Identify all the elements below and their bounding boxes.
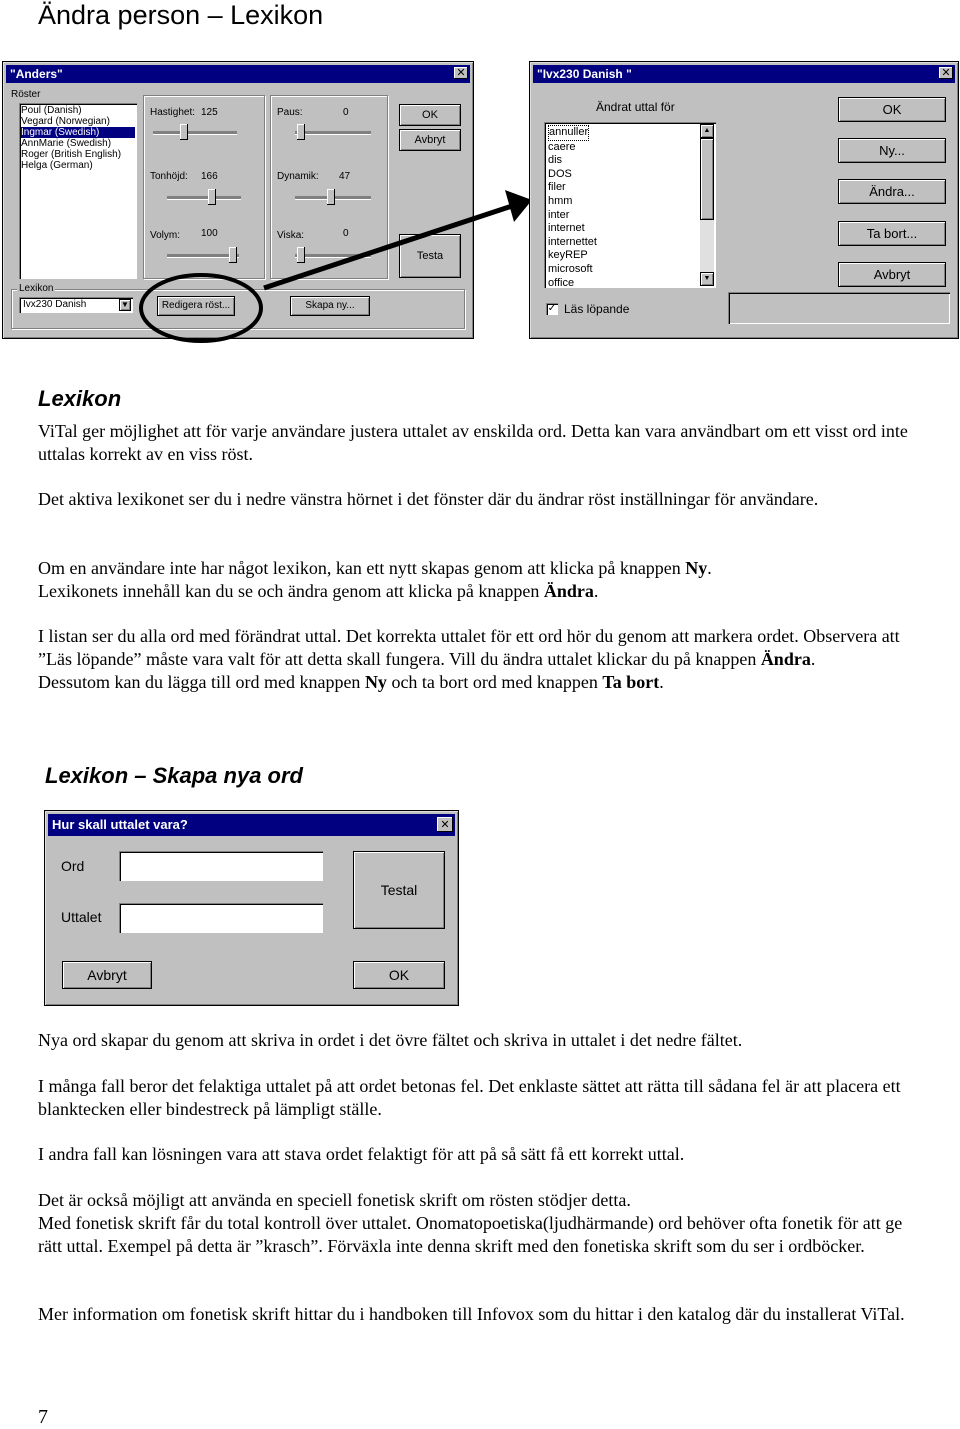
speed-value: 125	[201, 107, 218, 118]
list-item[interactable]: office	[548, 276, 575, 289]
continuous-reading-label: Läs löpande	[564, 302, 630, 316]
voices-label: Röster	[11, 89, 41, 100]
word-input[interactable]	[119, 851, 323, 881]
dynamics-label: Dynamik:	[277, 171, 319, 182]
list-item[interactable]: Helga (German)	[21, 160, 93, 171]
list-item[interactable]: Vegard (Norwegian)	[21, 116, 110, 127]
list-item[interactable]: AnnMarie (Swedish)	[21, 138, 112, 149]
dialog-title: "Ivx230 Danish "	[537, 67, 632, 81]
lexicon-dialog	[529, 61, 959, 339]
list-item[interactable]: internet	[548, 222, 585, 235]
test-button[interactable]: Testa	[399, 234, 461, 278]
paragraph: ViTal ger möjlighet att för varje användare justera uttalet av enskilda ord. Detta kan vara användbart om ett visst ord inte uttalas korrekt av en viss röst.	[38, 421, 908, 464]
scrollbar-thumb[interactable]	[700, 138, 714, 220]
volume-value: 100	[201, 228, 218, 239]
pause-value: 0	[343, 107, 349, 118]
bold-run: Ändra	[760, 649, 811, 669]
scroll-up-icon[interactable]: ▲	[700, 124, 714, 138]
text-run: Dessutom kan du lägga till ord med knappen	[38, 672, 365, 692]
create-new-button[interactable]: Skapa ny...	[290, 296, 370, 316]
speed-label: Hastighet:	[150, 107, 196, 118]
text-run: .	[810, 649, 816, 669]
paragraph: I andra fall kan lösningen vara att stava ordet felaktigt för att på så sätt få ett korrekt uttal.	[38, 1144, 685, 1164]
paragraph: Mer information om fonetisk skrift hittar du i handboken till Infovox som du hittar i den katalog där du installerat ViTal.	[38, 1304, 905, 1324]
text-run: Lexikonets innehåll kan du se och ändra genom att klicka på knappen	[38, 581, 544, 601]
ok-button[interactable]: OK	[399, 104, 461, 126]
pitch-value: 166	[201, 171, 218, 182]
list-item[interactable]: hmm	[548, 194, 573, 207]
word-list-scrollbar[interactable]	[700, 124, 714, 286]
bold-run: Ny	[685, 558, 708, 578]
bold-run: Ny	[364, 672, 387, 692]
dialog-title: Hur skall uttalet vara?	[52, 817, 188, 832]
list-item[interactable]: keyREP	[548, 249, 588, 262]
paragraph: Det aktiva lexikonet ser du i nedre vänstra hörnet i det fönster där du ändrar röst inställningar för användare.	[38, 489, 819, 509]
new-button[interactable]: Ny...	[838, 138, 946, 163]
scroll-down-icon[interactable]: ▼	[700, 272, 714, 286]
status-field	[728, 292, 950, 324]
section-heading-lexikon: Lexikon	[38, 386, 122, 411]
delete-button[interactable]: Ta bort...	[838, 221, 946, 246]
text-run: I listan ser du alla ord med förändrat uttal. Det korrekta uttalet för ett ord hör du genom att markera ordet. Observera att ”Läs löpande” måste vara valt för att detta skall fungera. Vill du ändra uttalet klickar du på knappen	[38, 626, 900, 669]
list-item[interactable]: Roger (British English)	[21, 149, 122, 160]
dialog-title: "Anders"	[10, 67, 63, 81]
ok-button[interactable]: OK	[353, 961, 445, 989]
pitch-label: Tonhöjd:	[150, 171, 188, 182]
list-item[interactable]: internettet	[548, 235, 597, 248]
paragraph: Det är också möjligt att använda en speciell fonetisk skrift om rösten stödjer detta. Med fonetisk skrift får du total kontroll över uttalet. Onomatopoetiska(ljudhärmande) ord behöver ofta fonetik för att ge rätt uttal. Exempel på detta är ”krasch”. Förväxla inte denna skrift med den fonetiska skrift som du ser i ordböcker.	[38, 1190, 903, 1256]
chevron-down-icon[interactable]: ▼	[119, 299, 131, 311]
pause-label: Paus:	[277, 107, 303, 118]
list-item-selected[interactable]: Ingmar (Swedish)	[21, 127, 135, 138]
text-run: och ta bort ord med knappen	[386, 672, 603, 692]
cancel-button[interactable]: Avbryt	[399, 129, 461, 151]
test-button[interactable]: Testal	[353, 851, 445, 929]
bold-run: Ändra	[543, 581, 594, 601]
close-icon[interactable]: ✕	[454, 67, 468, 79]
text-run: .	[593, 581, 599, 601]
list-item[interactable]: caere	[548, 140, 576, 153]
paragraph	[38, 625, 918, 694]
change-button[interactable]: Ändra...	[838, 179, 946, 204]
title-bar	[533, 65, 955, 83]
close-icon[interactable]: ✕	[939, 67, 953, 79]
list-item[interactable]: Poul (Danish)	[21, 105, 82, 116]
pronunciation-dialog	[44, 810, 459, 1006]
word-list[interactable]	[544, 122, 716, 288]
cancel-button[interactable]: Avbryt	[62, 961, 152, 989]
list-item[interactable]: dis	[548, 154, 563, 167]
cancel-button[interactable]: Avbryt	[838, 262, 946, 287]
paragraph	[38, 557, 918, 603]
section-heading-skapa-nya-ord: Lexikon – Skapa nya ord	[45, 763, 303, 788]
pronunciation-input[interactable]	[119, 903, 323, 933]
dynamics-value: 47	[339, 171, 351, 182]
lexicon-dropdown-value: Ivx230 Danish	[23, 299, 87, 310]
text-run: .	[659, 672, 664, 692]
text-run: Om en användare inte har något lexikon, kan ett nytt skapas genom att klicka på knappen	[38, 558, 686, 578]
close-icon[interactable]: ✕	[437, 817, 453, 832]
ok-button[interactable]: OK	[838, 97, 946, 122]
list-item[interactable]: microsoft	[548, 262, 593, 275]
list-item[interactable]: inter	[548, 208, 570, 221]
whisper-value: 0	[343, 228, 349, 239]
volume-label: Volym:	[150, 230, 181, 241]
list-item[interactable]: annuller	[548, 125, 589, 141]
text-run: .	[707, 558, 712, 578]
pointer-arrow-line	[264, 206, 512, 288]
list-item[interactable]: DOS	[548, 167, 572, 180]
page-title: Ändra person – Lexikon	[38, 0, 324, 30]
highlight-ellipse	[141, 275, 261, 341]
pronunciation-label: Uttalet	[61, 909, 102, 925]
continuous-reading-checkbox[interactable]: ✓	[547, 303, 557, 314]
page-number: 7	[38, 1406, 48, 1428]
paragraph: I många fall beror det felaktiga uttalet på att ordet betonas fel. Det enklaste sättet att rätta till sådana fel är att placera ett blanktecken eller bindestreck på lämpligt ställe.	[38, 1076, 901, 1119]
list-item[interactable]: filer	[548, 181, 566, 194]
lexicon-label: Lexikon	[19, 283, 54, 294]
edit-voice-button[interactable]: Redigera röst...	[157, 296, 235, 316]
paragraph: Nya ord skapar du genom att skriva in ordet i det övre fältet och skriva in uttalet i det nedre fältet.	[38, 1030, 743, 1050]
bold-run: Ta bort	[602, 672, 660, 692]
whisper-label: Viska:	[277, 230, 305, 241]
changed-pronunciation-label: Ändrat uttal för	[596, 100, 675, 114]
word-label: Ord	[61, 858, 85, 874]
title-bar	[48, 814, 455, 836]
